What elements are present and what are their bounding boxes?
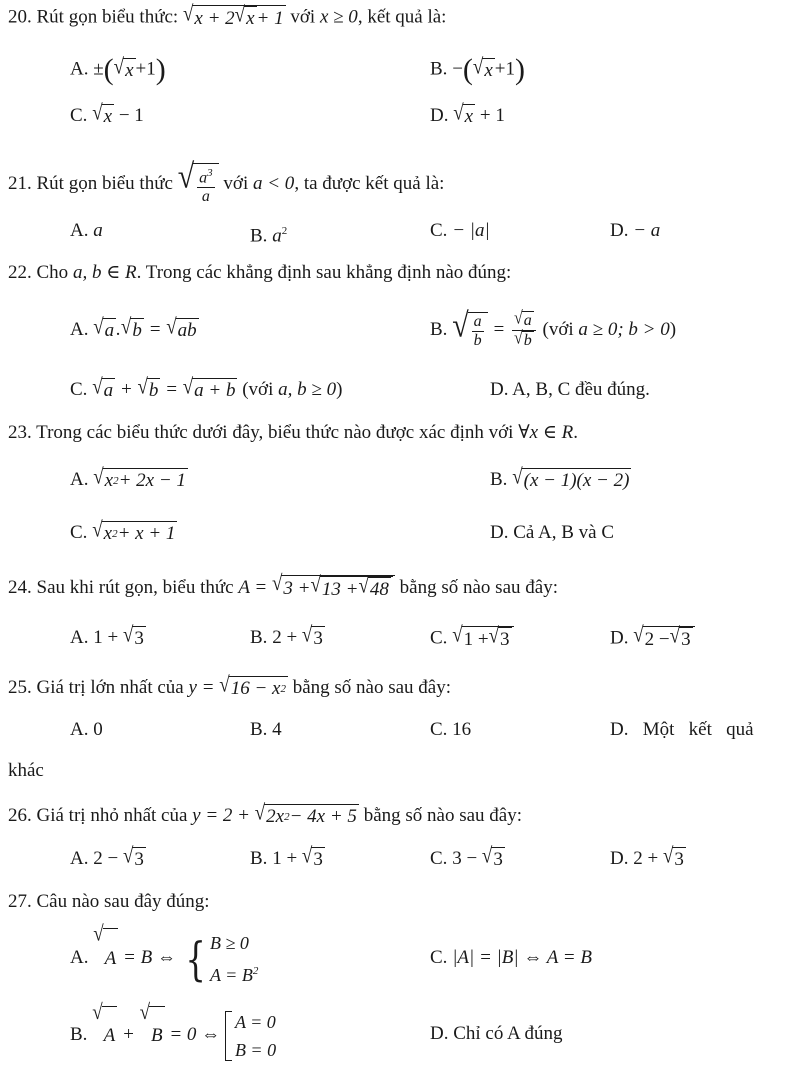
- q27-option-d[interactable]: D. Chỉ có A đúng: [430, 1023, 563, 1044]
- q24-option-c[interactable]: C. √ 1 + √ 3: [430, 626, 514, 652]
- q27-option-a[interactable]: A. √ A = B ⇔ { B ≥ 0 $A = B^2$: [70, 928, 258, 989]
- q25-expression: y = √ 16 − x 2: [188, 673, 286, 700]
- q25-option-d-cont: khác: [8, 760, 44, 781]
- q24-option-d[interactable]: D. √ 2 − √ 3: [610, 626, 695, 652]
- q26-option-b[interactable]: B. 1 + √ 3: [250, 844, 323, 871]
- q20-option-a[interactable]: A. ±( √ x +1): [70, 53, 166, 86]
- q23-option-b[interactable]: B. √ (x − 1)(x − 2): [490, 465, 630, 492]
- q24-expression: A = √ 3 + √ 13 + √ 48: [238, 577, 395, 598]
- q26-option-c[interactable]: C. 3 − √ 3: [430, 844, 503, 871]
- q26-option-d[interactable]: D. 2 + √ 3: [610, 844, 684, 871]
- q22-option-d[interactable]: D. A, B, C đều đúng.: [490, 379, 650, 400]
- q25-option-c[interactable]: C. 16: [430, 719, 472, 740]
- q21-option-d[interactable]: D. − a: [610, 220, 661, 241]
- q23-option-d[interactable]: D. Cả A, B và C: [490, 522, 615, 543]
- q26-expression: y = 2 + √ 2x 2 − 4x + 5: [192, 801, 357, 828]
- q22-option-c[interactable]: C. √ a + √ b = √ a + b (với a, b ≥ 0): [70, 375, 343, 402]
- q22-option-b[interactable]: B. √ a b = √ a √ b (với a ≥ 0; b > 0): [430, 306, 677, 350]
- q20-option-b[interactable]: B. −( √ x +1): [430, 53, 525, 86]
- q23-option-a[interactable]: A. √ x 2 + 2x − 1: [70, 465, 186, 492]
- q21-option-c[interactable]: C. − |a|: [430, 220, 490, 241]
- q27-option-b[interactable]: B. √ A + √ B = 0 ⇔ A = 0 B = 0: [70, 1006, 276, 1065]
- q20-expression: √ x + 2 √ x + 1: [182, 1, 284, 29]
- q25-option-a[interactable]: A. 0: [70, 719, 103, 740]
- q21-option-b[interactable]: B. $a^2$: [250, 225, 288, 247]
- q21-option-a[interactable]: A. a: [70, 220, 103, 241]
- q20-option-c[interactable]: C. √ x − 1: [70, 101, 144, 128]
- q24-option-b[interactable]: B. 2 + √ 3: [250, 623, 323, 650]
- q26-option-a[interactable]: A. 2 − √ 3: [70, 844, 144, 871]
- q23-option-c[interactable]: C. √ x 2 + x + 1: [70, 518, 176, 545]
- q27-option-c[interactable]: C. |A| = |B| ⇔ A = B: [430, 947, 592, 968]
- q25-option-b[interactable]: B. 4: [250, 719, 282, 740]
- q25-option-d[interactable]: D. Một kết quả: [610, 719, 754, 740]
- q21-expression: √ $a^3$ a: [178, 163, 219, 206]
- q22-option-a[interactable]: A. √ a . √ b = √ ab: [70, 315, 197, 342]
- q24-option-a[interactable]: A. 1 + √ 3: [70, 623, 144, 650]
- q20-option-d[interactable]: D. √ x + 1: [430, 101, 505, 128]
